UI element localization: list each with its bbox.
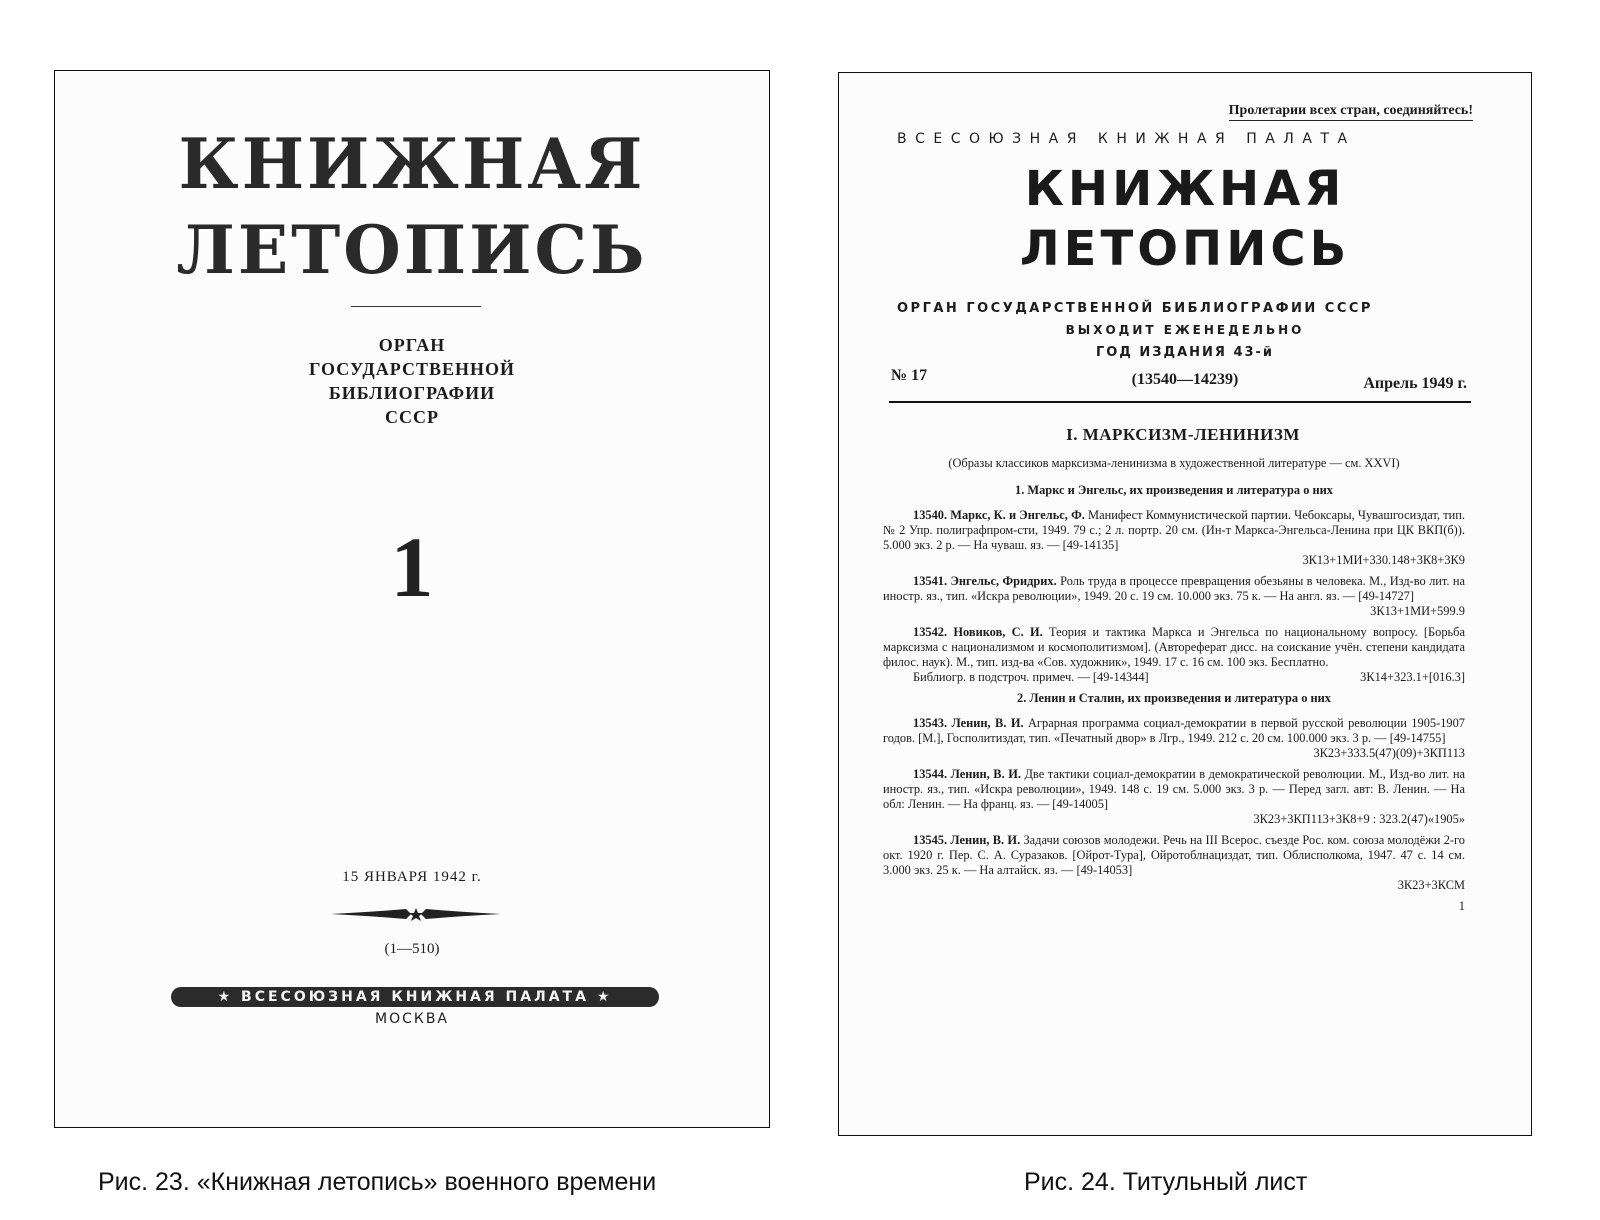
cover-organ-line: ГОСУДАРСТВЕННОЙ: [309, 359, 515, 379]
cover-organ-line: ОРГАН: [378, 335, 446, 355]
entry-index: 3К23+3КП113+3К8+9 : 323.2(47)«1905»: [1253, 812, 1465, 826]
title-page-title-line1: КНИЖНАЯ: [1024, 161, 1346, 217]
title-page-body: [883, 417, 1465, 914]
entry-text: Задачи союзов молодежи. Речь на III Всерос. съезде Рос. ком. союза молодёжи 2-го окт. 1920 г. Пер. С. А. Суразаков. [Ойрот-Тура], Ойротоблнациздат, тип. Облисполкома, 1947. 47 с. 14 см. 3.000 экз. 25 к. — На алтайск. яз. — [49-14053]: [883, 833, 1465, 877]
cover-publisher-banner: [171, 987, 659, 1007]
entry-author: 13543. Ленин, В. И.: [913, 716, 1024, 730]
cover-organ-line: БИБЛИОГРАФИИ: [328, 383, 496, 403]
entry-author: 13545. Ленин, В. И.: [913, 833, 1021, 847]
page-number: 1: [1458, 899, 1465, 913]
bibliography-entry: [883, 767, 1465, 827]
caption-figure-23: Рис. 23. «Книжная летопись» военного времени: [98, 1168, 657, 1196]
title-page-issue: № 17: [891, 367, 928, 384]
entry-note: Библиогр. в подстроч. примеч. — [49-14344]: [913, 670, 1149, 684]
entry-text: Две тактики социал-демократии в демократической революции. М., Изд-во лит. на иностр. яз., тип. «Искра революции», 1949. 148 с. 19 см. 5.000 экз. 3 р. — Перед загл. авт: В. Ленин. — На обл: Ленин. — На франц. яз. — [49-14005]: [883, 767, 1465, 811]
entry-author: 13542. Новиков, С. И.: [913, 625, 1043, 639]
cover-divider: [351, 306, 481, 307]
entry-index: 3К13+1МИ+330.148+3К8+3К9: [1302, 553, 1465, 567]
title-page-rule: [889, 401, 1471, 403]
entry-text: Манифест Коммунистической партии. Чебоксары, Чувашгосиздат, тип. № 2 Упр. полиграфпром-сти, 1949. 79 с.; 2 л. портр. 20 см. (Ин-т Маркса-Энгельса-Ленина при ЦК ВКП(б)). 5.000 экз. 2 р. — На чуваш. яз. — [49-14135]: [883, 508, 1465, 552]
caption-figure-24: Рис. 24. Титульный лист: [1024, 1168, 1308, 1196]
entry-text: Теория и тактика Маркса и Энгельса по национальному вопросу. [Борьба марксизма с национализмом и космополитизмом]. (Автореферат дисс. на соискание учён. степени кандидата филос. наук). М., тип. изд-ва «Сов. художник», 1949. 17 с. 16 см. 100 экз. Бесплатно.: [883, 625, 1465, 669]
cover-title-line2: ЛЕТОПИСЬ: [176, 211, 648, 289]
figure-wartime-cover: [54, 70, 770, 1128]
entry-author: 13544. Ленин, В. И.: [913, 767, 1021, 781]
ornament-divider-icon: [331, 906, 501, 922]
title-page-date: Апрель 1949 г.: [1363, 375, 1467, 392]
entry-index: 3К14+323.1+[016.3]: [1360, 670, 1465, 684]
cover-organ: [55, 333, 769, 429]
bibliography-entry: [883, 574, 1465, 619]
section-title: I. МАРКСИЗМ-ЛЕНИНИЗМ: [1066, 425, 1300, 444]
entry-author: 13540. Маркс, К. и Энгельс, Ф.: [913, 508, 1085, 522]
cover-city: МОСКВА: [375, 1011, 449, 1027]
cover-publisher-text: ВСЕСОЮЗНАЯ КНИЖНАЯ ПАЛАТА: [241, 989, 589, 1005]
title-page-slogan: Пролетарии всех стран, соединяйтесь!: [1229, 103, 1473, 121]
cover-issue-number: 1: [390, 519, 434, 615]
cover-date: 15 ЯНВАРЯ 1942 г.: [342, 869, 482, 885]
title-page-organ: ОРГАН ГОСУДАРСТВЕННОЙ БИБЛИОГРАФИИ СССР: [897, 301, 1373, 316]
bibliography-entry: [883, 716, 1465, 761]
title-page-chamber: ВСЕСОЮЗНАЯ КНИЖНАЯ ПАЛАТА: [897, 131, 1356, 147]
bibliography-entry: [883, 508, 1465, 568]
entry-text: Роль труда в процессе превращения обезьяны в человека. М., Изд-во лит. на иностр. яз., тип. «Искра революции», 1949. 20 с. 19 см. 10.000 экз. 75 к. — На англ. яз. — [49-14727]: [883, 574, 1466, 603]
cover-organ-line: СССР: [385, 407, 439, 427]
title-page-range: (13540—14239): [1131, 371, 1239, 388]
entry-index: 3К23+3КСМ: [1397, 878, 1465, 892]
entry-author: 13541. Энгельс, Фридрих.: [913, 574, 1057, 588]
entry-index: 3К13+1МИ+599.9: [1370, 604, 1465, 618]
star-icon: ★: [217, 989, 234, 1005]
cover-range: (1—510): [384, 941, 440, 957]
title-page-frequency: ВЫХОДИТ ЕЖЕНЕДЕЛЬНО: [1065, 323, 1305, 337]
bibliography-entry: [883, 625, 1465, 685]
figure-title-page: [838, 72, 1532, 1136]
entry-index: 3К23+333.5(47)(09)+3КП113: [1313, 746, 1465, 760]
star-icon: ★: [596, 989, 613, 1005]
cover-title-line1: КНИЖНАЯ: [178, 123, 646, 205]
subsection-title: 1. Маркс и Энгельс, их произведения и литература о них: [1015, 483, 1333, 497]
entry-text: Аграрная программа социал-демократии в первой русской революции 1905-1907 годов. [М.], Госполитиздат, тип. «Печатный двор» в Лгр., 1949. 212 с. 20 см. 100.000 экз. 3 р. — [49-14755]: [883, 716, 1465, 745]
subsection-title: 2. Ленин и Сталин, их произведения и литература о них: [1017, 691, 1331, 705]
bibliography-entry: [883, 833, 1465, 893]
section-note: (Образы классиков марксизма-ленинизма в художественной литературе — см. XXVI): [948, 456, 1400, 470]
title-page-title-line2: ЛЕТОПИСЬ: [1019, 221, 1351, 277]
title-page-year: ГОД ИЗДАНИЯ 43-й: [1095, 345, 1275, 360]
